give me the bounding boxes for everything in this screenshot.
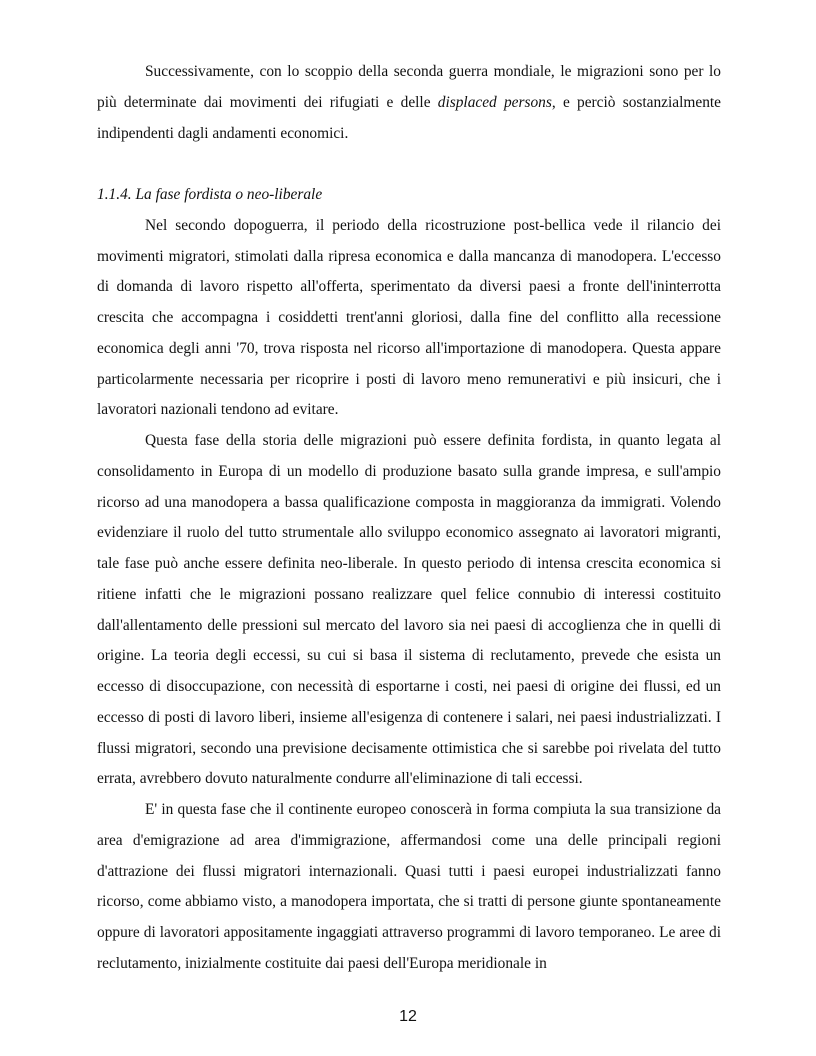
paragraph-1-text-a: Successivamente, con lo scoppio della seconda guerra mondiale, le migrazioni sono per lo più determinate dai movimenti dei rifugiati e delle (97, 63, 721, 111)
document-body (97, 57, 721, 980)
paragraph-1 (97, 57, 721, 149)
paragraph-3: Questa fase della storia delle migrazioni può essere definita fordista, in quanto legata al consolidamento in Europa di un modello di produzione basato sulla grande impresa, e sull'ampio ricorso ad una manodopera a bassa qualificazione composta in maggioranza da immigrati. Volendo evidenziare il ruolo del tutto strumentale allo sviluppo economico assegnato ai lavoratori migranti, tale fase può anche essere definita neo-liberale. In questo periodo di intensa crescita economica si ritiene infatti che le migrazioni possano realizzare quel felice connubio di interessi costituito dall'allentamento delle pressioni sul mercato del lavoro sia nei paesi di accoglienza che in quelli di origine. La teoria degli eccessi, su cui si basa il sistema di reclutamento, prevede che esista un eccesso di disoccupazione, con necessità di esportarne i costi, nei paesi di origine dei flussi, ed un eccesso di posti di lavoro liberi, insieme all'esigenza di contenere i salari, nei paesi industrializzati. I flussi migratori, secondo una previsione decisamente ottimistica che si sarebbe poi rivelata del tutto errata, avrebbero dovuto naturalmente condurre all'eliminazione di tali eccessi. (97, 432, 721, 788)
paragraph-1-text-b: , e perciò sostanzialmente indipendenti dagli andamenti economici. (97, 93, 721, 142)
page-number: 12 (399, 1008, 417, 1025)
paragraph-4: E' in questa fase che il continente europeo conoscerà in forma compiuta la sua transizione da area d'emigrazione ad area d'immigrazione, affermandosi come una delle principali regioni d'attrazione dei flussi migratori internazionali. Quasi tutti i paesi europei industrializzati fanno ricorso, come abbiamo visto, a manodopera importata, che si tratti di persone giunte spontaneamente oppure di lavoratori appositamente ingaggiati attraverso programmi di lavoro temporaneo. Le aree di reclutamento, inizialmente costituite dai paesi dell'Europa meridionale in (97, 801, 721, 972)
section-heading: 1.1.4. La fase fordista o neo-liberale (97, 186, 323, 203)
paragraph-1-italic-term: displaced persons (437, 93, 552, 111)
paragraph-2: Nel secondo dopoguerra, il periodo della ricostruzione post-bellica vede il rilancio dei movimenti migratori, stimolati dalla ripresa economica e dalla mancanza di manodopera. L'eccesso di domanda di lavoro rispetto all'offerta, sperimentato da diversi paesi a fronte dell'ininterrotta crescita che accompagna i cosiddetti trent'anni gloriosi, dalla fine del conflitto alla recessione economica degli anni '70, trova risposta nel ricorso all'importazione di manodopera. Questa appare particolarmente necessaria per ricoprire i posti di lavoro meno remunerativi e più insicuri, che i lavoratori nazionali tendono ad evitare. (97, 216, 721, 419)
